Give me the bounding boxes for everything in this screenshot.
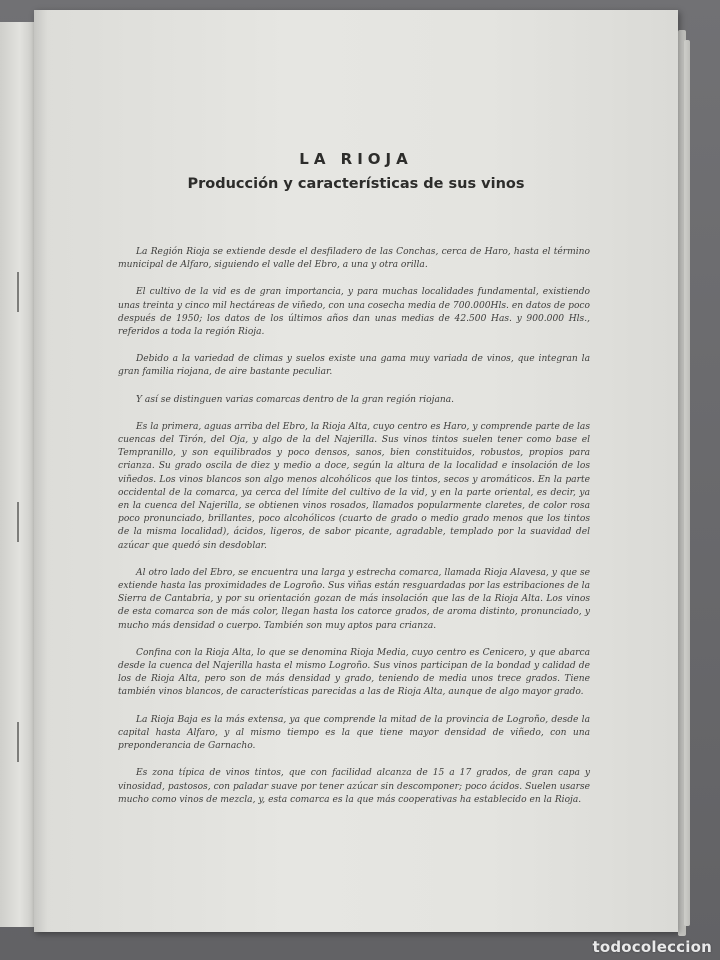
binding-stitch (17, 722, 19, 762)
paragraph: El cultivo de la vid es de gran importancia, y para muchas localidades fundamental, existiendo unas treinta y cinco mil hectáreas de viñedo, con una cosecha media de 700.000Hls. en datos de poco después de 1950; los datos de los últimos años dan unas medias de 42.500 Has. y 900.000 Hls., referidos a toda la región Rioja. (118, 287, 590, 338)
binding-stitch (17, 502, 19, 542)
binding-stitch (17, 272, 19, 312)
left-page-edge (0, 22, 37, 927)
paragraph: Y así se distinguen varias comarcas dentro de la gran región riojana. (136, 394, 455, 405)
paragraph: Es zona típica de vinos tintos, que con facilidad alcanza de 15 a 17 grados, de gran capa y vinosidad, pastosos, con paladar suave por tener azúcar sin descomponer; poco ácidos. Suelen usarse mucho como vinos de mezcla, y, esta comarca es la que más cooperativas ha establecido en la Rioja. (118, 768, 590, 805)
paragraph: Es la primera, aguas arriba del Ebro, la Rioja Alta, cuyo centro es Haro, y comprende parte de las cuencas del Tirón, del Oja, y algo de la del Najerilla. Sus vinos tintos suelen tener como base el Tempranillo, y son equilibrados y poco densos, sanos, bien constituidos, robustos, propios para crianza. Su grado oscila de diez y medio a doce, según la altura de la localidad e insolación de los viñedos. Los vinos blancos son algo menos alcohólicos que los tintos, secos y aromáticos. En la parte occidental de la comarca, ya cerca del límite del cultivo de la vid, y en la parte oriental, es decir, ya en la cuenca del Najerilla, se obtienen vinos rosados, llamados popularmente claretes, de color rosa poco pronunciado, brillantes, poco alcohólicos (cuarto de grado o medio grado menos que los tintos de la misma localidad), ácidos, ligeros, de sabor picante, agradable, templado por la suavidad del azúcar que quedó sin desdoblar. (118, 421, 590, 551)
paragraph: Confina con la Rioja Alta, lo que se denomina Rioja Media, cuyo centro es Cenicero, y que abarca desde la cuenca del Najerilla hasta el mismo Logroño. Sus vinos participan de la bondad y calidad de los de Rioja Alta, pero son de más densidad y grado, teniendo de media unos trece grados. Tiene también vinos blancos, de características parecidas a las de Rioja Alta, aunque de algo mayor grado. (118, 647, 590, 698)
paragraph: La Rioja Baja es la más extensa, ya que comprende la mitad de la provincia de Logroño, desde la capital hasta Alfaro, y al mismo tiempo es la que tiene mayor densidad de viñedo, con una preponderancia de Garnacho. (118, 714, 590, 752)
body-text (118, 246, 590, 821)
watermark-logo: todocoleccion (592, 938, 712, 956)
paragraph: Al otro lado del Ebro, se encuentra una larga y estrecha comarca, llamada Rioja Alavesa, y que se extiende hasta las proximidades de Logroño. Sus viñas están resguardadas por las estribaciones de la Sierra de Cantabria, y por su orientación gozan de más insolación que las de la Rioja Alta. Los vinos de esta comarca son de más color, llegan hasta los catorce grados, de aroma distinto, pronunciado, y mucho más densidad o cuerpo. También son muy aptos para crianza. (118, 567, 590, 631)
page-subtitle: Producción y características de sus vinos (187, 176, 525, 192)
document-page (34, 10, 678, 932)
paragraph: La Región Rioja se extiende desde el desfiladero de las Conchas, cerca de Haro, hasta el término municipal de Alfaro, siguiendo el valle del Ebro, a una y otra orilla. (118, 247, 590, 271)
paragraph: Debido a la variedad de climas y suelos existe una gama muy variada de vinos, que integran la gran familia riojana, de aire bastante peculiar. (118, 354, 590, 378)
page-stack-edge (684, 40, 690, 926)
page-title: LA RIOJA (299, 150, 413, 168)
